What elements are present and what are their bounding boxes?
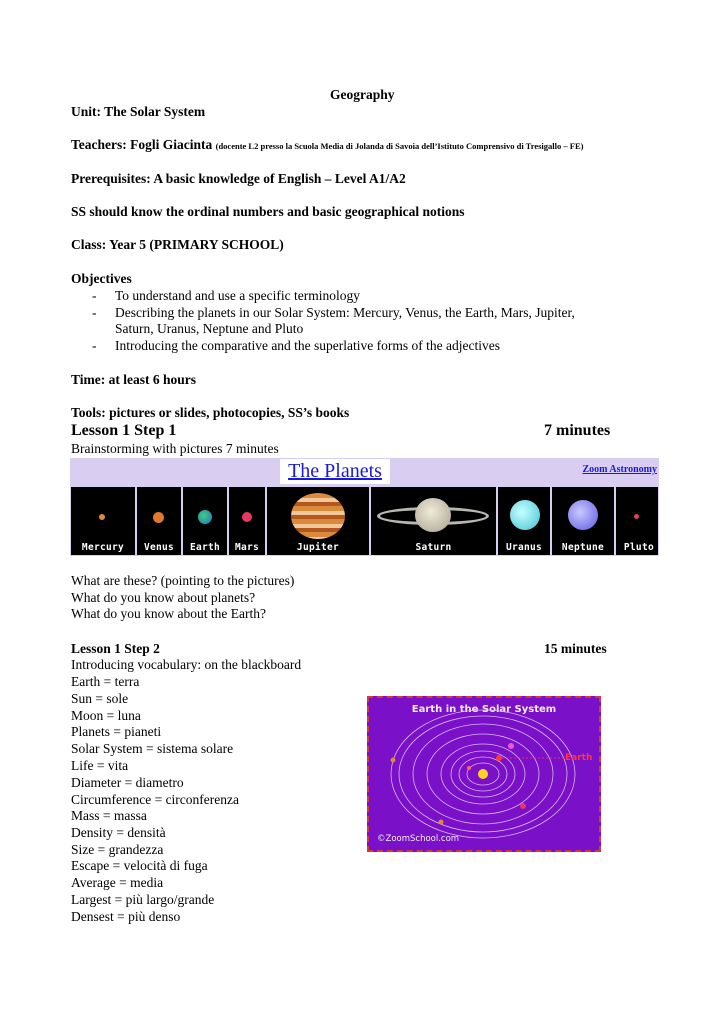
vocab-item: Escape = velocità di fuga <box>71 858 208 873</box>
objectives-heading: Objectives <box>71 271 132 286</box>
planet-dot <box>439 820 444 825</box>
ss-should-line: SS should know the ordinal numbers and basic geographical notions <box>71 204 465 219</box>
planet-cell-saturn <box>371 487 496 555</box>
orbit-diagram <box>369 698 599 850</box>
question-line: What do you know about planets? <box>71 590 256 605</box>
lesson1-step1-title: Lesson 1 Step 1 <box>71 422 177 439</box>
planet-label: Venus <box>143 542 175 553</box>
planet-label: Mercury <box>81 542 125 553</box>
solar-system-image <box>367 696 601 852</box>
planet-label: Pluto <box>623 542 654 553</box>
planet-cell-mars <box>229 487 265 555</box>
planet-cell-earth <box>183 487 227 555</box>
earth-image <box>198 510 212 524</box>
lesson1-step2-duration: 15 minutes <box>544 641 607 656</box>
objective-item-continued: Saturn, Uranus, Neptune and Pluto <box>115 321 304 336</box>
doc-subject: Geography <box>330 87 395 102</box>
zoom-astronomy-link[interactable]: Zoom Astronomy <box>582 464 657 475</box>
tools-line: Tools: pictures or slides, photocopies, SS’s books <box>71 405 350 420</box>
planet-cell-pluto <box>616 487 658 555</box>
vocab-item: Earth = terra <box>71 674 140 689</box>
vocab-item: Solar System = sistema solare <box>71 741 234 756</box>
planet-cell-uranus <box>498 487 550 555</box>
unit-line: Unit: The Solar System <box>71 104 206 119</box>
pluto-image <box>634 514 639 519</box>
planet-dot <box>467 766 471 770</box>
banner-header <box>70 458 659 486</box>
saturn-image <box>415 498 451 532</box>
uranus-image <box>510 500 540 530</box>
planet-label: Neptune <box>561 542 605 553</box>
teachers-note: (docente L2 presso la Scuola Media di Jolanda di Savoia dell’Istituto Comprensivo di Tresigallo – FE) <box>215 141 584 151</box>
question-line: What do you know about the Earth? <box>71 606 266 621</box>
vocab-item: Densest = più denso <box>71 909 181 924</box>
planet-strip <box>70 486 659 556</box>
planet-dot <box>391 758 396 763</box>
objective-item: Describing the planets in our Solar System: Mercury, Venus, the Earth, Mars, Jupiter, <box>115 305 575 320</box>
objective-bullet: - <box>92 305 97 320</box>
planet-label: Saturn <box>415 542 452 553</box>
objective-bullet: - <box>92 288 97 303</box>
sun-dot <box>478 769 488 779</box>
planet-label: Earth <box>189 542 221 553</box>
lesson1-step1-desc: Brainstorming with pictures 7 minutes <box>71 441 279 456</box>
time-line: Time: at least 6 hours <box>71 372 196 387</box>
lesson1-step1-duration: 7 minutes <box>544 422 611 439</box>
class-line: Class: Year 5 (PRIMARY SCHOOL) <box>71 237 284 252</box>
vocab-item: Planets = pianeti <box>71 724 162 739</box>
lesson1-step2-intro: Introducing vocabulary: on the blackboard <box>71 657 302 672</box>
planet-label: Jupiter <box>296 542 340 553</box>
planet-cell-neptune <box>552 487 614 555</box>
planet-cell-venus <box>137 487 181 555</box>
vocab-item: Average = media <box>71 875 164 890</box>
lesson1-step2-title: Lesson 1 Step 2 <box>71 641 160 656</box>
earth-label: Earth <box>565 753 593 763</box>
planets-banner <box>70 458 659 556</box>
venus-image <box>153 512 164 523</box>
planet-cell-mercury <box>71 487 135 555</box>
jupiter-image <box>291 493 345 539</box>
objective-item: Introducing the comparative and the superlative forms of the adjectives <box>115 338 500 353</box>
solar-image-credit: ©ZoomSchool.com <box>377 834 460 844</box>
prerequisites-line: Prerequisites: A basic knowledge of English – Level A1/A2 <box>71 171 406 186</box>
vocab-item: Circumference = circonferenza <box>71 792 240 807</box>
vocab-item: Diameter = diametro <box>71 775 184 790</box>
vocab-item: Size = grandezza <box>71 842 164 857</box>
neptune-image <box>568 500 598 530</box>
teachers-label: Teachers: Fogli Giacinta <box>71 137 213 152</box>
vocab-item: Largest = più largo/grande <box>71 892 215 907</box>
banner-title[interactable]: The Planets <box>280 459 390 484</box>
planet-label: Mars <box>234 542 260 553</box>
planet-label: Uranus <box>505 542 543 553</box>
solar-image-title: Earth in the Solar System <box>411 704 557 715</box>
question-line: What are these? (pointing to the pictures) <box>71 573 295 588</box>
objective-item: To understand and use a specific terminology <box>115 288 360 303</box>
vocab-item: Sun = sole <box>71 691 129 706</box>
vocab-item: Moon = luna <box>71 708 141 723</box>
earth-dot <box>496 755 502 761</box>
planet-dot <box>508 743 514 749</box>
planet-dot <box>520 803 526 809</box>
vocab-item: Life = vita <box>71 758 129 773</box>
planet-cell-jupiter <box>267 487 369 555</box>
vocab-item: Density = densità <box>71 825 166 840</box>
mars-image <box>242 512 252 522</box>
teachers-line <box>71 137 583 153</box>
mercury-image <box>99 514 105 520</box>
vocab-item: Mass = massa <box>71 808 147 823</box>
objective-bullet: - <box>92 338 97 353</box>
